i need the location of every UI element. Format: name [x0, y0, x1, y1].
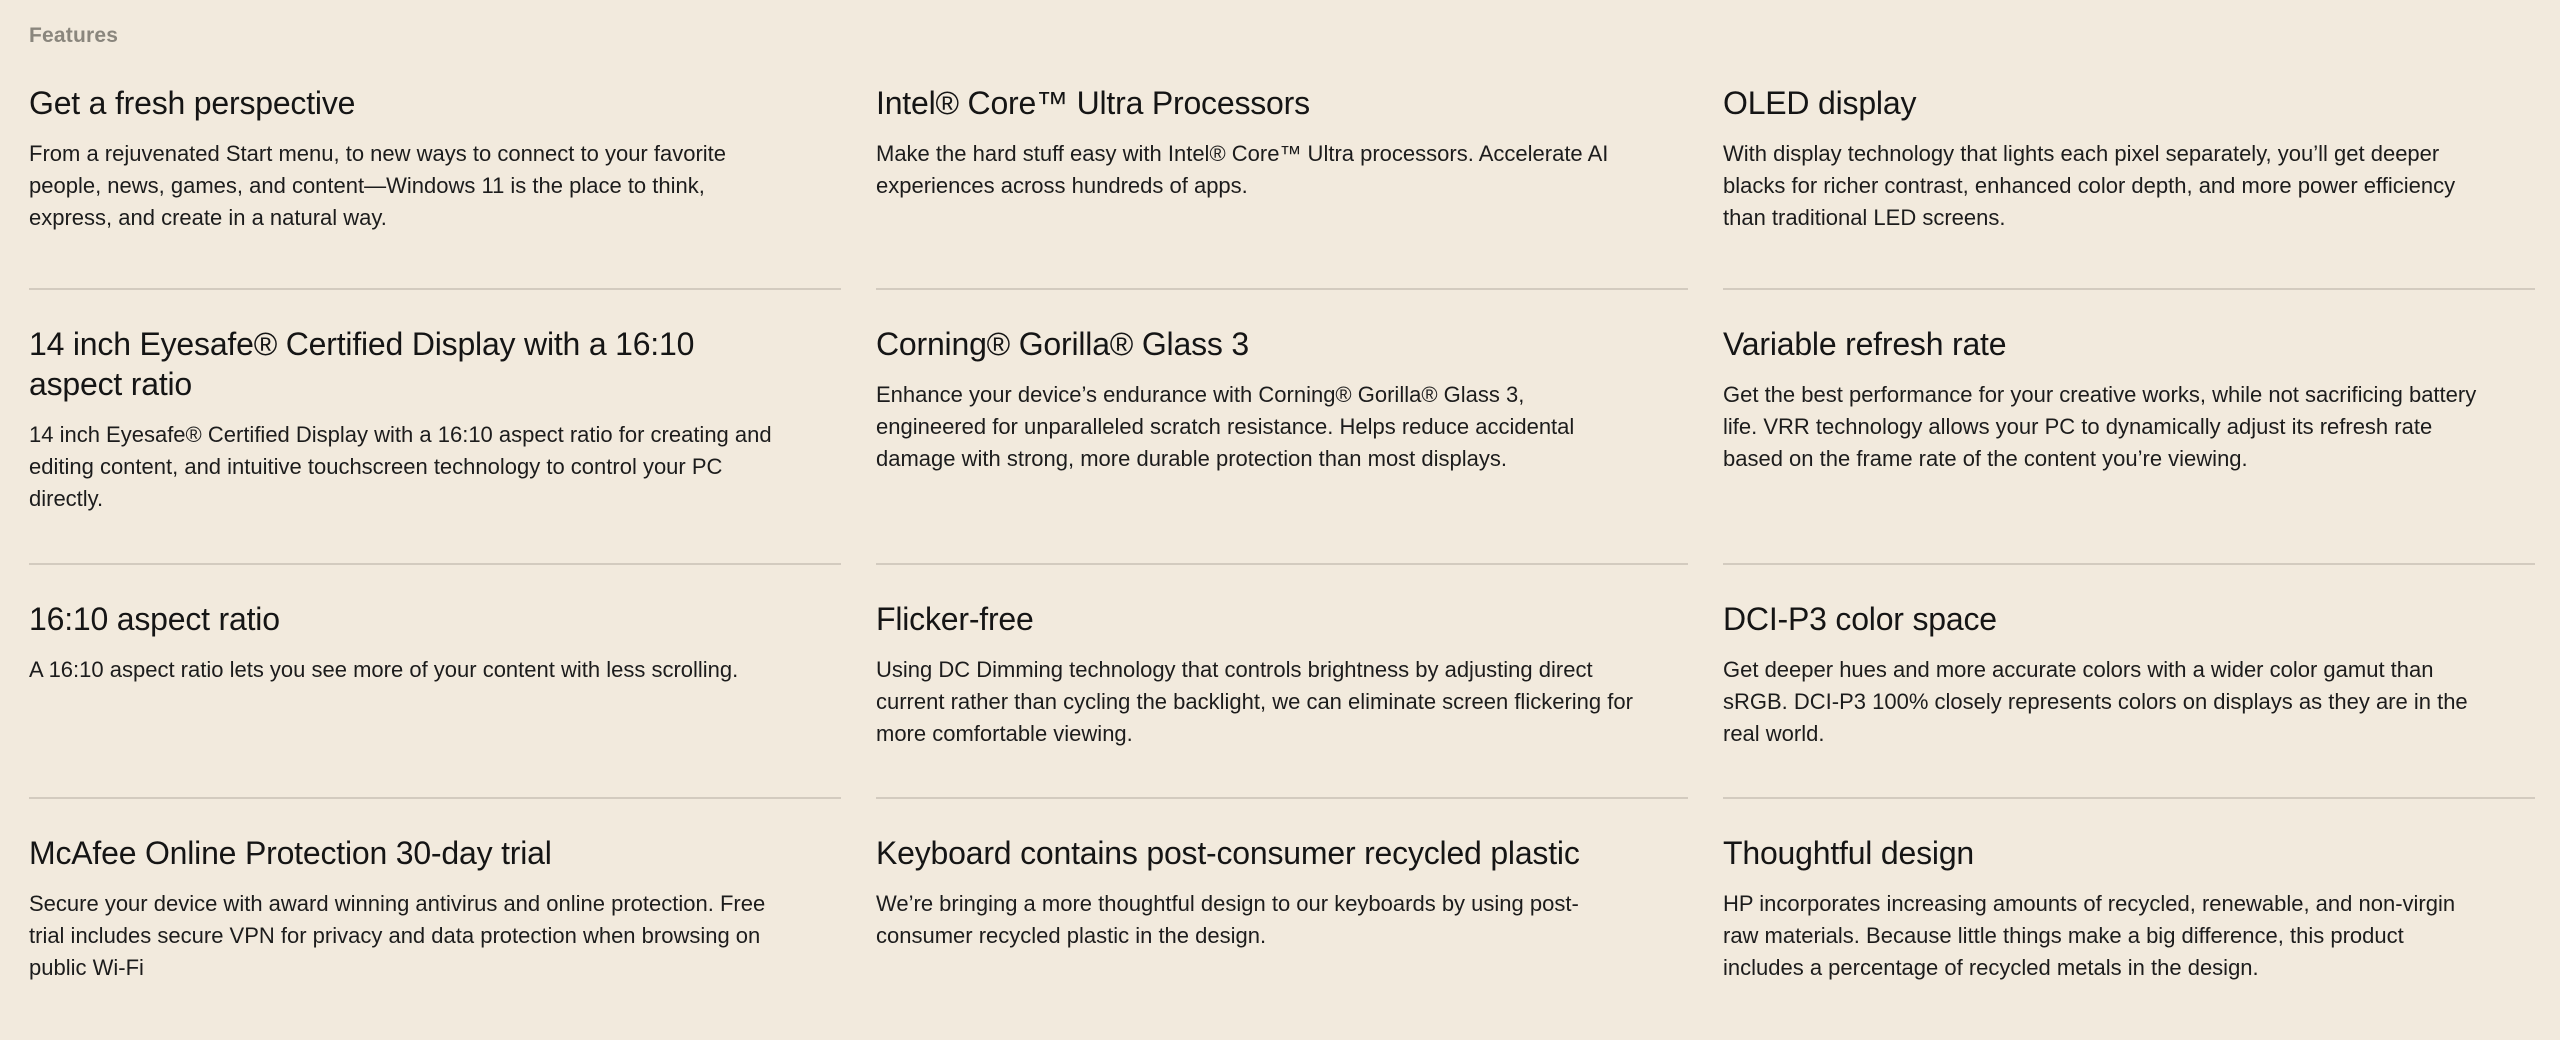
section-label: Features — [29, 24, 119, 47]
feature-description: Enhance your device’s endurance with Corning® Gorilla® Glass 3, engineered for unparalleled scratch resistance. Helps reduce accidental damage with strong, more durable protection than most displays. — [876, 382, 1575, 471]
feature-description: We’re bringing a more thoughtful design to our keyboards by using post-consumer recycled plastic in the design. — [876, 891, 1579, 948]
feature-title: Corning® Gorilla® Glass 3 — [876, 326, 1249, 362]
feature-description: Using DC Dimming technology that controls brightness by adjusting direct current rather than cycling the backlight, we can eliminate screen flickering for more comfortable viewing. — [876, 657, 1633, 746]
feature-title: Intel® Core™ Ultra Processors — [876, 85, 1310, 121]
feature-title: DCI-P3 color space — [1723, 601, 1997, 637]
feature-card — [876, 83, 1688, 288]
feature-card — [1723, 288, 2535, 563]
feature-title: Variable refresh rate — [1723, 326, 2007, 362]
feature-title: McAfee Online Protection 30-day trial — [29, 835, 552, 871]
feature-description: Get deeper hues and more accurate colors with a wider color gamut than sRGB. DCI-P3 100% closely represents colors on displays as they are in the real world. — [1723, 657, 2468, 746]
feature-card — [1723, 83, 2535, 288]
feature-card — [876, 797, 1688, 1002]
features-grid — [29, 83, 2536, 1002]
feature-card — [1723, 797, 2535, 1002]
feature-title: OLED display — [1723, 85, 1917, 121]
feature-description: A 16:10 aspect ratio lets you see more of your content with less scrolling. — [29, 657, 739, 682]
feature-title: Thoughtful design — [1723, 835, 1975, 871]
feature-card — [876, 288, 1688, 563]
feature-title: Keyboard contains post-consumer recycled plastic — [876, 835, 1580, 871]
feature-description: From a rejuvenated Start menu, to new ways to connect to your favorite people, news, games, and content—Windows 11 is the place to think, express, and create in a natural way. — [29, 141, 727, 230]
feature-description: 14 inch Eyesafe® Certified Display with a 16:10 aspect ratio for creating and editing content, and intuitive touchscreen technology to control your PC directly. — [29, 422, 772, 511]
feature-title: 16:10 aspect ratio — [29, 601, 280, 637]
feature-card — [29, 563, 841, 797]
feature-description: Secure your device with award winning antivirus and online protection. Free trial includes secure VPN for privacy and data protection when browsing on public Wi-Fi — [29, 891, 766, 980]
feature-description: Get the best performance for your creative works, while not sacrificing battery life. VRR technology allows your PC to dynamically adjust its refresh rate based on the frame rate of the content you’re viewing. — [1723, 382, 2477, 471]
feature-card — [29, 797, 841, 1002]
feature-description: Make the hard stuff easy with Intel® Core™ Ultra processors. Accelerate AI experiences across hundreds of apps. — [876, 141, 1609, 198]
feature-title: 14 inch Eyesafe® Certified Display with a 16:10 aspect ratio — [29, 326, 695, 402]
feature-description: HP incorporates increasing amounts of recycled, renewable, and non-virgin raw materials. Because little things make a big difference, this product includes a percentage of recycled metals in the design. — [1723, 891, 2456, 980]
feature-card — [1723, 563, 2535, 797]
feature-description: With display technology that lights each pixel separately, you’ll get deeper blacks for richer contrast, enhanced color depth, and more power efficiency than traditional LED screens. — [1723, 141, 2456, 230]
feature-title: Get a fresh perspective — [29, 85, 356, 121]
feature-title: Flicker-free — [876, 601, 1034, 637]
feature-card — [29, 288, 841, 563]
feature-card — [29, 83, 841, 288]
feature-card — [876, 563, 1688, 797]
